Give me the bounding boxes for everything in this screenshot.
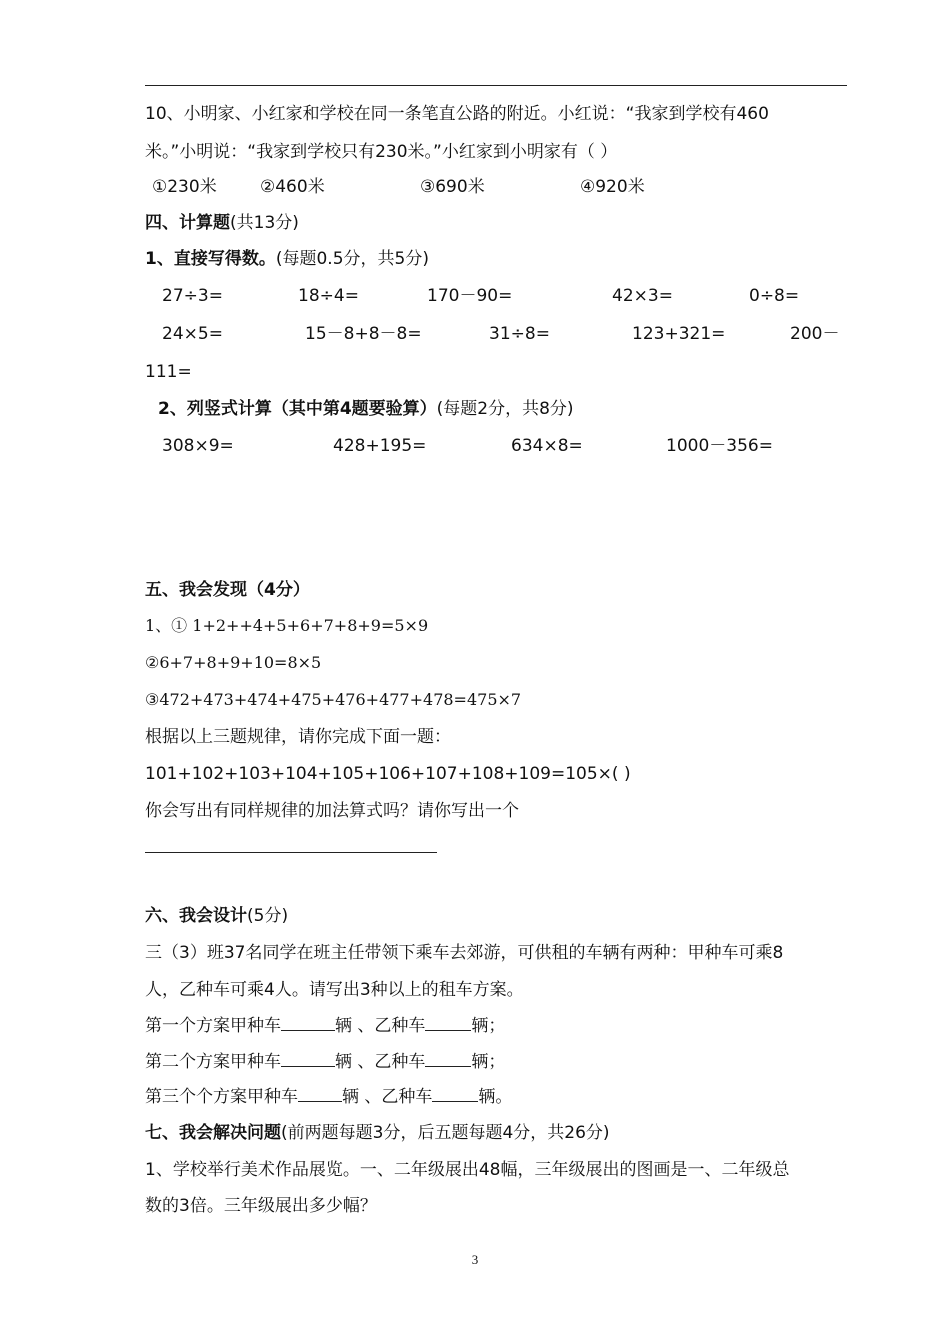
page-number: 3 bbox=[471, 1252, 479, 1267]
answer-blank-line bbox=[145, 852, 437, 853]
calc-r1-3: 170－90= bbox=[427, 286, 513, 306]
sec5-line5: 101+102+103+104+105+106+107+108+109=105×( ) bbox=[145, 764, 631, 784]
calc-r1-5: 0÷8= bbox=[749, 286, 800, 306]
sec6-para2: 人，乙种车可乘4人。请写出3种以上的租车方案。 bbox=[145, 980, 524, 1000]
calc-r1-1: 27÷3= bbox=[162, 286, 223, 306]
plan-2-prefix: 第二个方案甲种车 bbox=[145, 1052, 281, 1072]
section-6-note: (5分) bbox=[247, 906, 289, 926]
q10-option-1: ①230米 bbox=[152, 177, 217, 197]
section-6-heading bbox=[145, 904, 288, 928]
plan-3-blank-b[interactable] bbox=[432, 1085, 478, 1102]
section-7-title: 七、我会解决问题 bbox=[145, 1123, 281, 1143]
sec7-q1-line2: 数的3倍。三年级展出多少幅？ bbox=[145, 1196, 377, 1216]
header-rule bbox=[145, 85, 847, 86]
sec4-sub1-heading bbox=[145, 247, 429, 271]
section-4-note: (共13分) bbox=[230, 213, 299, 233]
calc-r2-2: 15－8+8－8= bbox=[305, 324, 422, 344]
sec5-line1: 1、① 1+2++4+5+6+7+8+9=5×9 bbox=[145, 616, 429, 635]
plan-3-suffix: 辆。 bbox=[478, 1087, 513, 1107]
section-5-title: 五、我会发现（4分） bbox=[145, 580, 310, 600]
q10-line1: 10、小明家、小红家和学校在同一条笔直公路的附近。小红说：“我家到学校有460 bbox=[145, 104, 769, 124]
sec4-sub2-heading bbox=[158, 397, 574, 421]
sec4-sub2-note: (每题2分，共8分) bbox=[436, 399, 574, 419]
sec5-line4: 根据以上三题规律，请你完成下面一题： bbox=[145, 727, 451, 747]
plan-3 bbox=[145, 1085, 512, 1109]
section-6-title: 六、我会设计 bbox=[145, 906, 247, 926]
calc-r2-3: 31÷8= bbox=[489, 324, 550, 344]
plan-1-blank-b[interactable] bbox=[425, 1014, 471, 1031]
calc-r2-1: 24×5= bbox=[162, 324, 223, 344]
calc-r2-4: 123+321= bbox=[632, 324, 726, 344]
plan-1 bbox=[145, 1014, 505, 1038]
plan-3-prefix: 第三个个方案甲种车 bbox=[145, 1087, 298, 1107]
sec7-q1-line1: 1、学校举行美术作品展览。一、二年级展出48幅，三年级展出的图画是一、二年级总 bbox=[145, 1160, 790, 1180]
vertical-calc-1: 308×9= bbox=[162, 436, 234, 456]
calc-r2-5: 200－ bbox=[790, 324, 840, 344]
plan-1-mid: 辆 、乙种车 bbox=[335, 1016, 426, 1036]
q10-line2: 米。”小明说：“我家到学校只有230米。”小红家到小明家有（ ） bbox=[145, 142, 618, 162]
sec6-para1: 三（3）班37名同学在班主任带领下乘车去郊游，可供租的车辆有两种：甲种车可乘8 bbox=[145, 943, 784, 963]
plan-2-blank-a[interactable] bbox=[281, 1050, 335, 1067]
vertical-calc-3: 634×8= bbox=[511, 436, 583, 456]
q10-option-3: ③690米 bbox=[420, 177, 485, 197]
section-7-note: (前两题每题3分，后五题每题4分，共26分) bbox=[281, 1123, 610, 1143]
sec5-line6: 你会写出有同样规律的加法算式吗？请你写出一个 bbox=[145, 801, 519, 821]
sec4-sub1-title: 1、直接写得数。 bbox=[145, 249, 276, 269]
q10-option-4: ④920米 bbox=[580, 177, 645, 197]
section-4-heading bbox=[145, 211, 299, 235]
sec4-sub2-title: 2、列竖式计算（其中第4题要验算） bbox=[158, 399, 437, 419]
plan-1-blank-a[interactable] bbox=[281, 1014, 335, 1031]
plan-2-mid: 辆 、乙种车 bbox=[335, 1052, 426, 1072]
vertical-calc-2: 428+195= bbox=[333, 436, 427, 456]
plan-3-blank-a[interactable] bbox=[298, 1085, 342, 1102]
plan-2-suffix: 辆； bbox=[471, 1052, 506, 1072]
vertical-calc-4: 1000－356= bbox=[666, 436, 773, 456]
q10-option-2: ②460米 bbox=[260, 177, 325, 197]
calc-r1-2: 18÷4= bbox=[298, 286, 359, 306]
plan-1-prefix: 第一个方案甲种车 bbox=[145, 1016, 281, 1036]
plan-2-blank-b[interactable] bbox=[425, 1050, 471, 1067]
calc-r1-4: 42×3= bbox=[612, 286, 673, 306]
section-4-title: 四、计算题 bbox=[145, 213, 230, 233]
section-7-heading bbox=[145, 1121, 610, 1145]
plan-2 bbox=[145, 1050, 505, 1074]
sec5-line3: ③472+473+474+475+476+477+478=475×7 bbox=[145, 690, 522, 709]
sec4-sub1-note: (每题0.5分，共5分) bbox=[275, 249, 429, 269]
plan-3-mid: 辆 、乙种车 bbox=[342, 1087, 433, 1107]
sec5-line2: ②6+7+8+9+10=8×5 bbox=[145, 653, 322, 672]
plan-1-suffix: 辆； bbox=[471, 1016, 506, 1036]
calc-r2-wrap: 111= bbox=[145, 362, 192, 382]
